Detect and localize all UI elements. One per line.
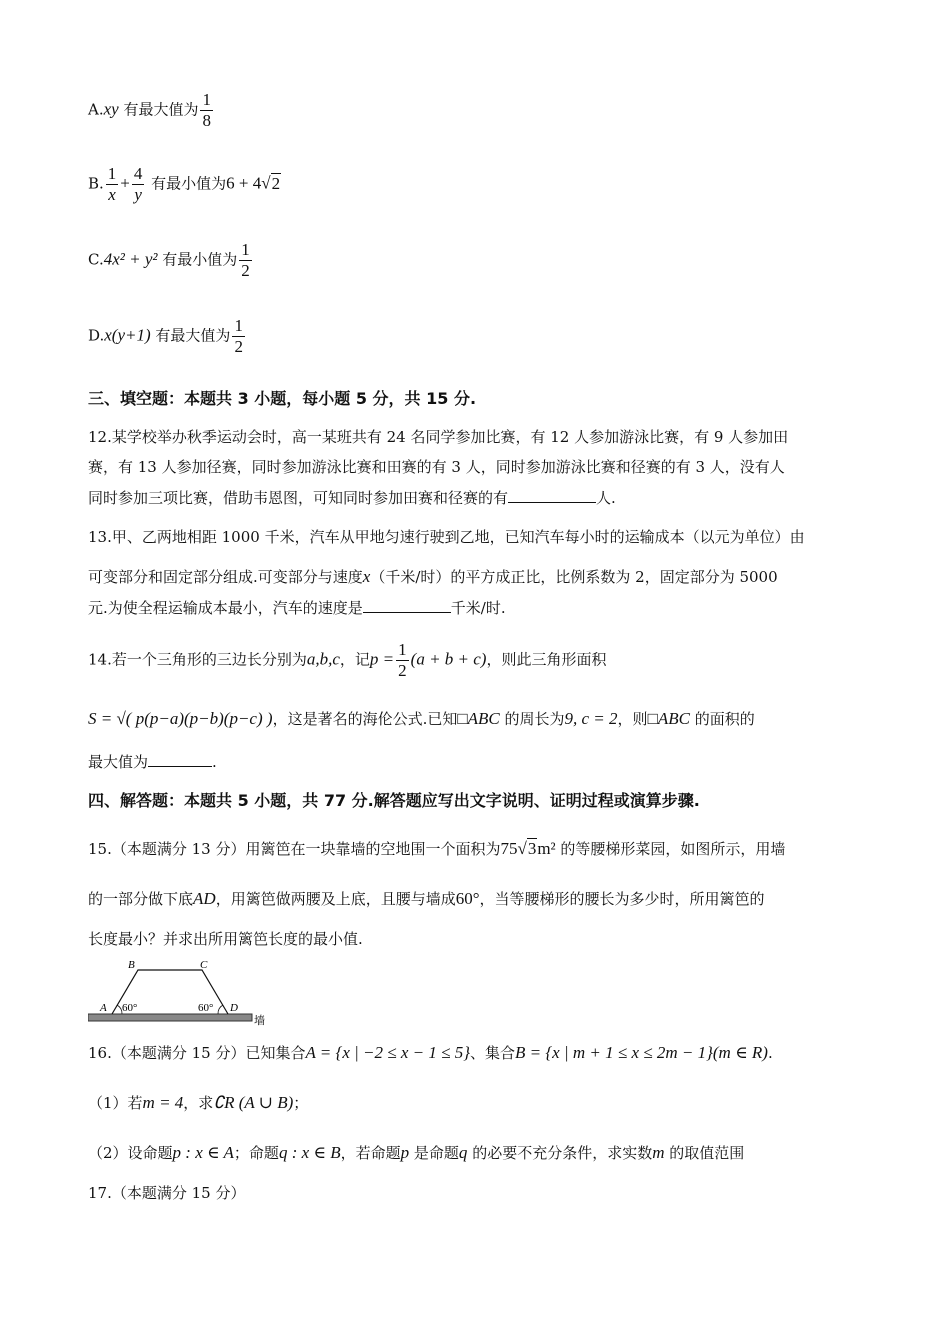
option-a-fraction: $\frac{1}{8}$ [202, 90, 211, 130]
q13-answer-blank[interactable] [363, 596, 451, 613]
q13-line1: 13.甲、乙两地相距 1000 千米，汽车从甲地匀速行驶到乙地，已知汽车每小时的运输成本（以元为单位）由 [88, 528, 805, 546]
q15-line2: 的一部分做下底AD，用篱笆做两腰及上底，且腰与墙成60°，当等腰梯形的腰长为多少时，所用篱笆的 [88, 889, 765, 908]
q17-line1: 17.（本题满分 15 分） [88, 1184, 246, 1202]
label-d: D [230, 1002, 238, 1014]
q14-line3: 最大值为 . [88, 750, 217, 773]
q14-line2: S = √( p(p−a)(p−b)(p−c) )，这是著名的海伦公式.已知□ABC 的周长为9, c = 2，则□ABC 的面积的 [88, 709, 755, 728]
option-c: C.4x² + y² 有最小值为 $\frac{1}{2}$ [88, 240, 250, 280]
option-b: B. $\frac{1}{x}$ + $\frac{4}{y}$ 有最小值为6 + 4√2 [88, 164, 281, 204]
q13-line2: 可变部分和固定部分组成.可变部分与速度x（千米/时）的平方成正比，比例系数为 2，固定部分为 5000 [88, 567, 778, 586]
q12-line3: 同时参加三项比赛，借助韦恩图，可知同时参加田赛和径赛的有 人. [88, 486, 616, 509]
angle-label-right: 60° [198, 1002, 214, 1014]
section3-heading: 三、填空题：本题共 3 小题，每小题 5 分，共 15 分. [88, 389, 477, 408]
q12-answer-blank[interactable] [508, 486, 596, 503]
q15-line1: 15.（本题满分 13 分）用篱笆在一块靠墙的空地围一个面积为75√3m² 的等腰梯形菜园，如图所示，用墙 [88, 839, 786, 858]
option-a-expr: xy [103, 99, 119, 119]
trapezoid-figure [88, 958, 278, 1030]
label-c: C [200, 959, 208, 971]
q14-answer-blank[interactable] [148, 750, 212, 767]
wall-label: 墙 [254, 1015, 265, 1027]
label-a: A [100, 1002, 107, 1014]
q16-line1: 16.（本题满分 15 分）已知集合A = {x | −2 ≤ x − 1 ≤ 5}、集合B = {x | m + 1 ≤ x ≤ 2m − 1}(m ∈ R). [88, 1043, 773, 1062]
option-a: A.xy 有最大值为 $\frac{1}{8}$ [88, 90, 211, 130]
wall-bar [88, 1014, 252, 1021]
q15-line3: 长度最小？并求出所用篱笆长度的最小值. [88, 930, 363, 948]
q16-part1: （1）若m = 4，求∁R (A ∪ B)； [88, 1093, 309, 1112]
q12-line2: 赛，有 13 人参加径赛，同时参加游泳比赛和田赛的有 3 人，同时参加游泳比赛和径赛的有 3 人，没有人 [88, 458, 785, 476]
heron-formula: S = √( p(p−a)(p−b)(p−c) ) [88, 709, 273, 728]
angle-arc-right [218, 1005, 223, 1014]
q16-part2: （2）设命题p : x ∈ A；命题q : x ∈ B，若命题p 是命题q 的必要不充分条件，求实数m 的取值范围 [88, 1143, 745, 1162]
q12-line1: 12.某学校举办秋季运动会时，高一某班共有 24 名同学参加比赛，有 12 人参加游泳比赛，有 9 人参加田 [88, 428, 789, 446]
q13-line3: 元.为使全程运输成本最小，汽车的速度是 千米/时. [88, 596, 506, 619]
section4-heading: 四、解答题：本题共 5 小题，共 77 分.解答题应写出文字说明、证明过程或演算步骤. [88, 791, 700, 810]
q14-line1: 14.若一个三角形的三边长分别为a,b,c，记p = $\frac{1}{2}$ (a + b + c)，则此三角形面积 [88, 640, 607, 680]
option-d: D.x(y+1) 有最大值为 $\frac{1}{2}$ [88, 316, 243, 356]
angle-label-left: 60° [122, 1002, 138, 1014]
label-b: B [128, 959, 135, 971]
